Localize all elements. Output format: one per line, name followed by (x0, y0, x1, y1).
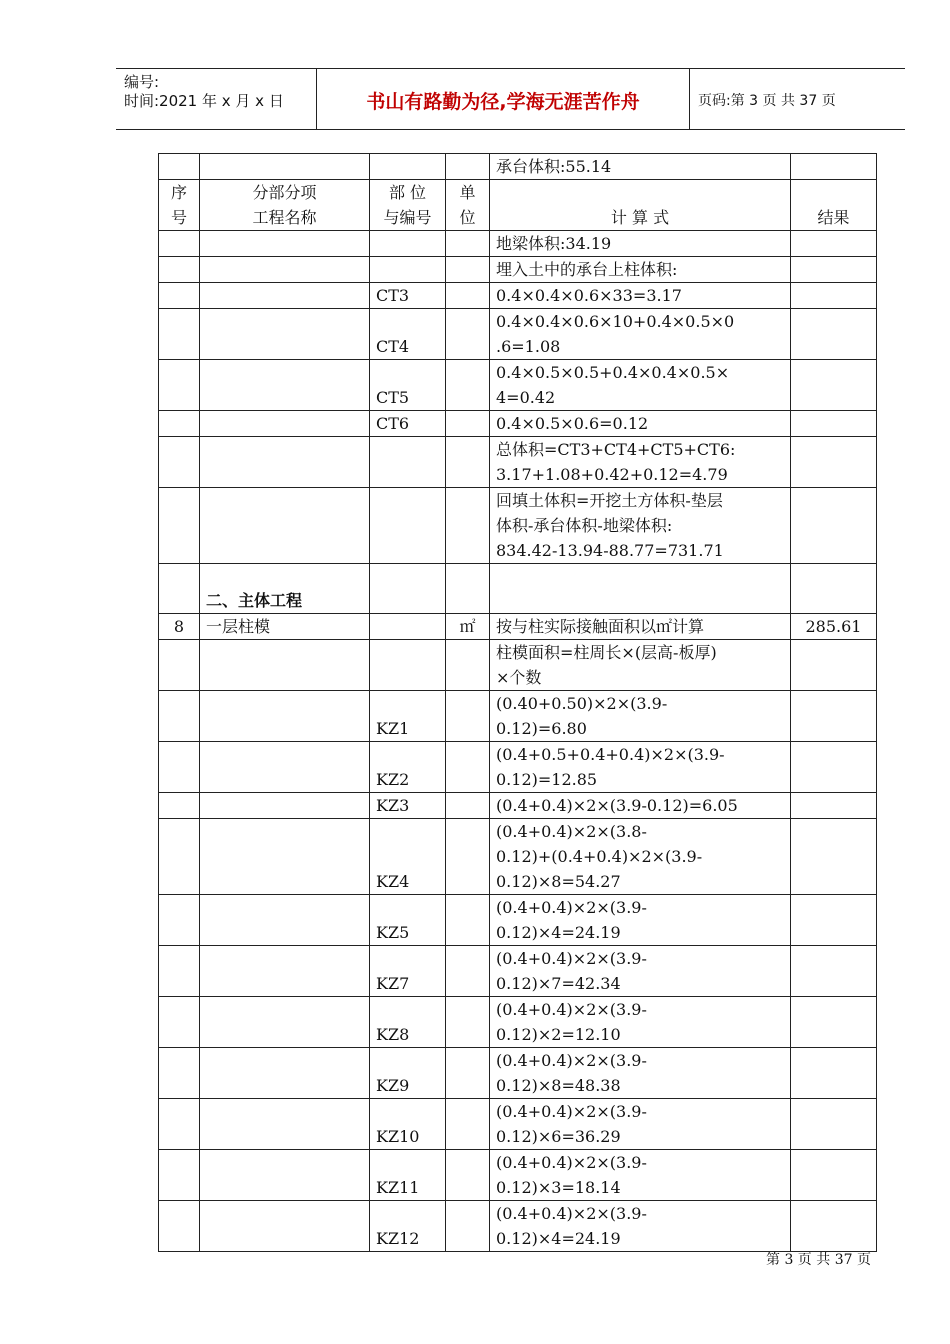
table-row (159, 1099, 877, 1150)
item-name-cell (200, 283, 370, 309)
seq-cell (159, 895, 200, 946)
column-header-row (159, 180, 877, 231)
table-body (159, 154, 877, 1252)
result-cell: 285.61 (791, 614, 877, 640)
result-cell (791, 895, 877, 946)
item-name-cell (200, 640, 370, 691)
col-header-part: 部 位 与编号 (370, 180, 446, 231)
part-code-cell (370, 640, 446, 691)
item-name-cell (200, 437, 370, 488)
col-header-seq: 序 号 (159, 180, 200, 231)
seq-cell (159, 997, 200, 1048)
result-cell (791, 793, 877, 819)
item-name-cell (200, 1150, 370, 1201)
part-code-cell: CT3 (370, 283, 446, 309)
result-cell (791, 1150, 877, 1201)
result-cell (791, 437, 877, 488)
formula-cell: (0.4+0.4)×2×(3.9- 0.12)×2=12.10 (490, 997, 791, 1048)
result-cell (791, 819, 877, 895)
part-code-cell: KZ2 (370, 742, 446, 793)
seq-cell: 8 (159, 614, 200, 640)
col-header-name: 分部分项 工程名称 (200, 180, 370, 231)
result-cell (791, 283, 877, 309)
part-code-cell (370, 231, 446, 257)
table-row (159, 793, 877, 819)
header-motto-cell (317, 69, 690, 129)
formula-cell: 埋入土中的承台上柱体积: (490, 257, 791, 283)
formula-cell: (0.4+0.4)×2×(3.9- 0.12)×8=48.38 (490, 1048, 791, 1099)
unit-cell (446, 1150, 490, 1201)
table-row (159, 360, 877, 411)
formula-cell (490, 564, 791, 614)
unit-cell (446, 691, 490, 742)
unit-cell (446, 411, 490, 437)
formula-cell: 地梁体积:34.19 (490, 231, 791, 257)
col-header-result: 结果 (791, 180, 877, 231)
part-code-cell (370, 257, 446, 283)
unit-cell (446, 1099, 490, 1150)
unit-cell (446, 819, 490, 895)
part-code-cell: CT6 (370, 411, 446, 437)
seq-cell (159, 1048, 200, 1099)
result-cell (791, 1201, 877, 1252)
unit-cell (446, 742, 490, 793)
col-header-unit: 单 位 (446, 180, 490, 231)
part-code-cell: CT4 (370, 309, 446, 360)
unit-cell (446, 1048, 490, 1099)
table-row (159, 488, 877, 564)
part-code-cell (370, 488, 446, 564)
table-row (159, 1201, 877, 1252)
result-cell (791, 946, 877, 997)
formula-cell: 柱模面积=柱周长×(层高-板厚) ×个数 (490, 640, 791, 691)
result-cell (791, 309, 877, 360)
formula-cell: 承台体积:55.14 (490, 154, 791, 180)
table-row (159, 283, 877, 309)
unit-cell (446, 437, 490, 488)
unit-cell (446, 154, 490, 180)
item-name-cell (200, 793, 370, 819)
part-code-cell: KZ7 (370, 946, 446, 997)
col-header-formula: 计 算 式 (490, 180, 791, 231)
formula-cell: (0.4+0.4)×2×(3.9- 0.12)×4=24.19 (490, 895, 791, 946)
table-row (159, 946, 877, 997)
result-cell (791, 691, 877, 742)
unit-cell (446, 946, 490, 997)
table-row (159, 411, 877, 437)
table-row (159, 819, 877, 895)
unit-cell (446, 793, 490, 819)
item-name-cell (200, 154, 370, 180)
unit-cell (446, 1201, 490, 1252)
formula-cell: (0.40+0.50)×2×(3.9- 0.12)=6.80 (490, 691, 791, 742)
formula-cell: (0.4+0.4)×2×(3.9- 0.12)×7=42.34 (490, 946, 791, 997)
part-code-cell (370, 614, 446, 640)
result-cell (791, 997, 877, 1048)
seq-cell (159, 691, 200, 742)
result-cell (791, 640, 877, 691)
unit-cell (446, 257, 490, 283)
seq-cell (159, 819, 200, 895)
formula-cell: (0.4+0.4)×2×(3.9-0.12)=6.05 (490, 793, 791, 819)
item-name-cell (200, 488, 370, 564)
item-name-cell (200, 309, 370, 360)
formula-cell: 按与柱实际接触面积以㎡计算 (490, 614, 791, 640)
formula-cell: (0.4+0.4)×2×(3.9- 0.12)×4=24.19 (490, 1201, 791, 1252)
seq-cell (159, 411, 200, 437)
unit-cell (446, 231, 490, 257)
item-name-cell (200, 411, 370, 437)
seq-cell (159, 283, 200, 309)
item-name-cell (200, 742, 370, 793)
seq-cell (159, 1201, 200, 1252)
seq-cell (159, 793, 200, 819)
item-name-cell (200, 231, 370, 257)
item-name-cell (200, 819, 370, 895)
formula-cell: 总体积=CT3+CT4+CT5+CT6: 3.17+1.08+0.42+0.12=4.79 (490, 437, 791, 488)
seq-cell (159, 1099, 200, 1150)
formula-cell: 回填土体积=开挖土方体积-垫层 体积-承台体积-地梁体积: 834.42-13.94-88.77=731.71 (490, 488, 791, 564)
part-code-cell: KZ9 (370, 1048, 446, 1099)
time-label: 时间:2021 年 x 月 x 日 (124, 92, 284, 110)
unit-cell (446, 309, 490, 360)
formula-cell: 0.4×0.5×0.5+0.4×0.4×0.5× 4=0.42 (490, 360, 791, 411)
item-name-cell (200, 1099, 370, 1150)
formula-cell: (0.4+0.4)×2×(3.8- 0.12)+(0.4+0.4)×2×(3.9- 0.12)×8=54.27 (490, 819, 791, 895)
part-code-cell (370, 154, 446, 180)
seq-cell (159, 488, 200, 564)
result-cell (791, 1099, 877, 1150)
seq-cell (159, 742, 200, 793)
code-label: 编号: (124, 73, 160, 91)
motto-text: 书山有路勤为径,学海无涯苦作舟 (366, 91, 640, 113)
table-row (159, 614, 877, 640)
seq-cell (159, 946, 200, 997)
unit-cell (446, 895, 490, 946)
table-row (159, 257, 877, 283)
result-cell (791, 1048, 877, 1099)
table-row (159, 231, 877, 257)
header-page-cell (690, 69, 905, 129)
unit-cell: ㎡ (446, 614, 490, 640)
seq-cell (159, 360, 200, 411)
part-code-cell: KZ12 (370, 1201, 446, 1252)
item-name-cell (200, 895, 370, 946)
part-code-cell: KZ8 (370, 997, 446, 1048)
table-row (159, 742, 877, 793)
table-row (159, 1150, 877, 1201)
part-code-cell (370, 564, 446, 614)
calculation-table (158, 153, 877, 1252)
part-code-cell: KZ1 (370, 691, 446, 742)
table-row (159, 437, 877, 488)
unit-cell (446, 640, 490, 691)
seq-cell (159, 231, 200, 257)
item-name-cell (200, 1201, 370, 1252)
item-name-cell (200, 360, 370, 411)
item-name-cell (200, 946, 370, 997)
result-cell (791, 231, 877, 257)
result-cell (791, 742, 877, 793)
seq-cell (159, 564, 200, 614)
item-name-cell (200, 257, 370, 283)
part-code-cell: KZ10 (370, 1099, 446, 1150)
result-cell (791, 257, 877, 283)
seq-cell (159, 257, 200, 283)
section-title: 二、主体工程 (200, 564, 370, 614)
part-code-cell (370, 437, 446, 488)
item-name-cell (200, 691, 370, 742)
result-cell (791, 411, 877, 437)
table-row (159, 895, 877, 946)
seq-cell (159, 309, 200, 360)
part-code-cell: KZ3 (370, 793, 446, 819)
formula-cell: (0.4+0.4)×2×(3.9- 0.12)×6=36.29 (490, 1099, 791, 1150)
item-name-cell (200, 997, 370, 1048)
header-page-label: 页码:第 3 页 共 37 页 (698, 93, 836, 109)
unit-cell (446, 564, 490, 614)
unit-cell (446, 283, 490, 309)
table-row (159, 1048, 877, 1099)
result-cell (791, 488, 877, 564)
part-code-cell: KZ4 (370, 819, 446, 895)
part-code-cell: KZ11 (370, 1150, 446, 1201)
result-cell (791, 360, 877, 411)
formula-cell: (0.4+0.4)×2×(3.9- 0.12)×3=18.14 (490, 1150, 791, 1201)
seq-cell (159, 437, 200, 488)
table-row (159, 640, 877, 691)
table-row (159, 691, 877, 742)
table-row (159, 154, 877, 180)
formula-cell: 0.4×0.5×0.6=0.12 (490, 411, 791, 437)
table-row (159, 309, 877, 360)
section-row (159, 564, 877, 614)
formula-cell: 0.4×0.4×0.6×33=3.17 (490, 283, 791, 309)
item-name-cell (200, 1048, 370, 1099)
formula-cell: (0.4+0.5+0.4+0.4)×2×(3.9- 0.12)=12.85 (490, 742, 791, 793)
seq-cell (159, 154, 200, 180)
unit-cell (446, 997, 490, 1048)
part-code-cell: CT5 (370, 360, 446, 411)
part-code-cell: KZ5 (370, 895, 446, 946)
result-cell (791, 154, 877, 180)
seq-cell (159, 1150, 200, 1201)
item-name-cell: 一层柱模 (200, 614, 370, 640)
seq-cell (159, 640, 200, 691)
result-cell (791, 564, 877, 614)
page-header (116, 68, 905, 130)
unit-cell (446, 488, 490, 564)
header-meta-cell (116, 69, 317, 129)
footer-page-label: 第 3 页 共 37 页 (766, 1252, 871, 1268)
formula-cell: 0.4×0.4×0.6×10+0.4×0.5×0 .6=1.08 (490, 309, 791, 360)
unit-cell (446, 360, 490, 411)
table-row (159, 997, 877, 1048)
